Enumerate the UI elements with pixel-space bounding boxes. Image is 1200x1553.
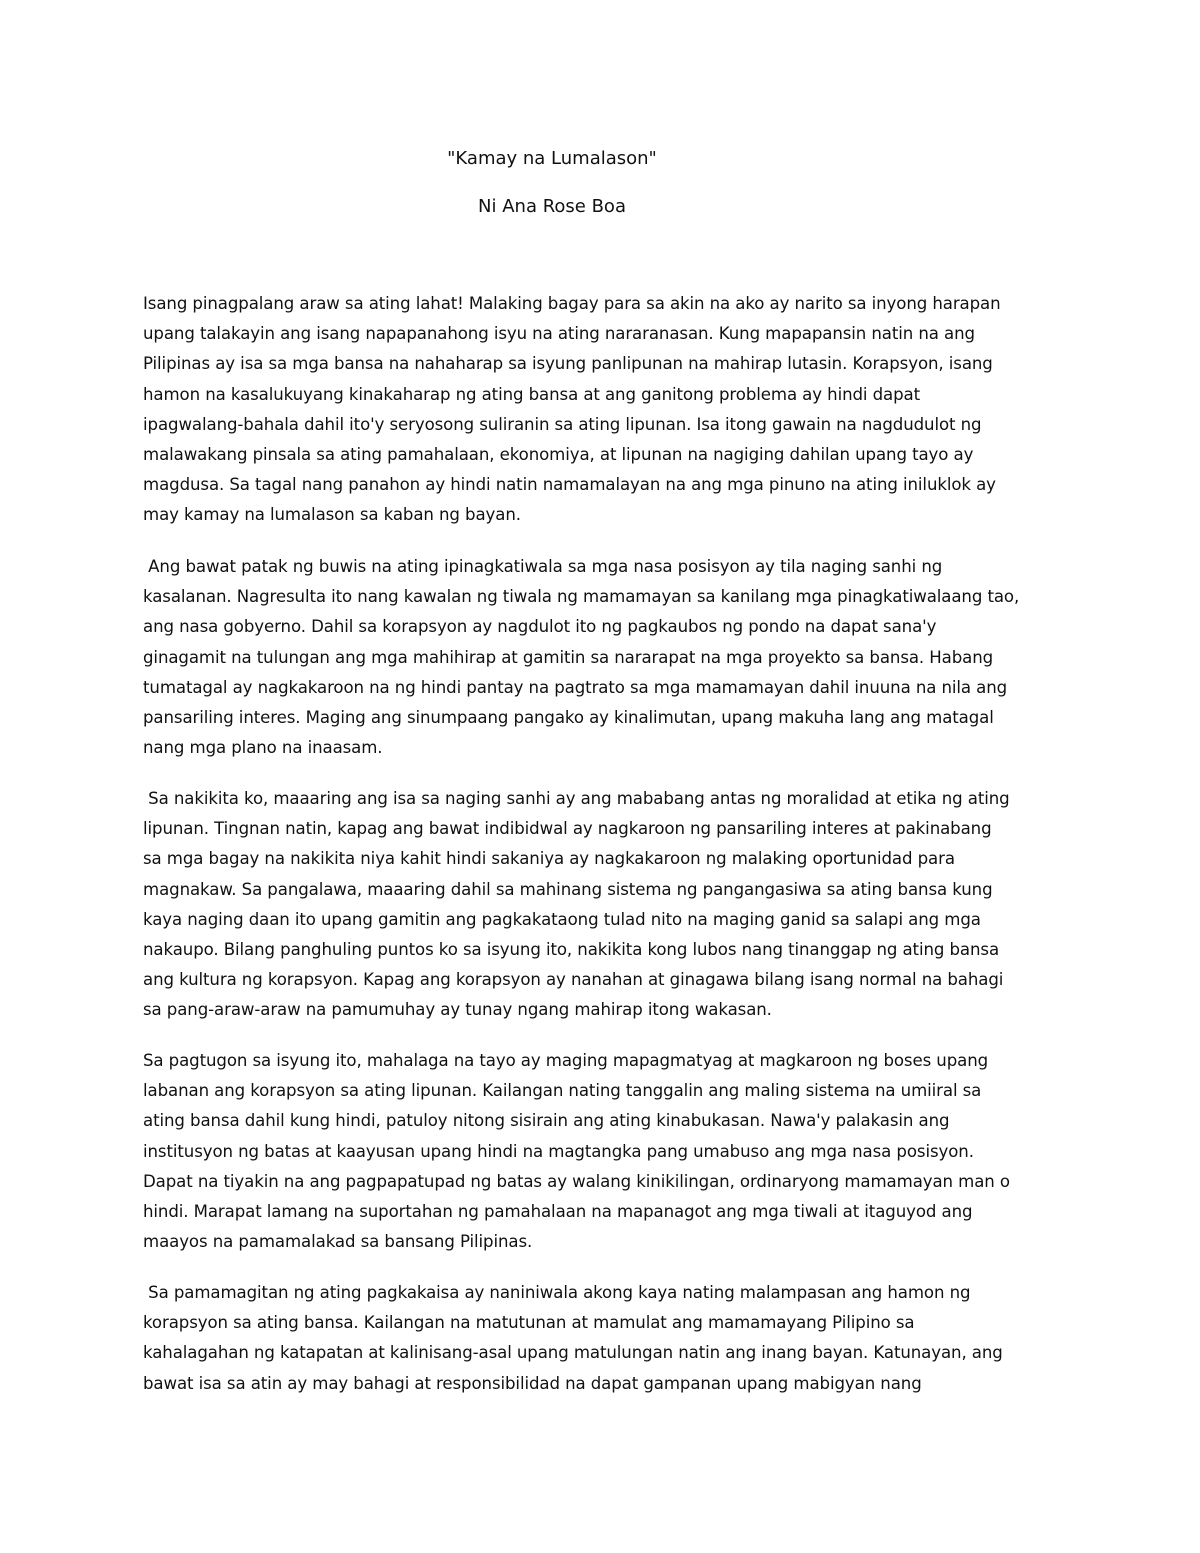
document-author: Ni Ana Rose Boa [478, 196, 626, 217]
text-line: Dapat na tiyakin na ang pagpapatupad ng batas ay walang kinikilingan, ordinaryong mamamayan man o [143, 1171, 1010, 1191]
text-line: hindi. Marapat lamang na suportahan ng pamahalaan na mapanagot ang mga tiwali at itaguyod ang [143, 1201, 973, 1221]
text-line: magdusa. Sa tagal nang panahon ay hindi natin namamalayan na ang mga pinuno na ating iniluklok ay [143, 475, 996, 495]
text-line: hamon na kasalukuyang kinakaharap ng ating bansa at ang ganitong problema ay hindi dapat [143, 384, 921, 404]
text-line: ang kultura ng korapsyon. Kapag ang korapsyon ay nanahan at ginagawa bilang isang normal na bahagi [143, 970, 1004, 990]
paragraph-1 [143, 289, 1073, 531]
text-line: pansariling interes. Maging ang sinumpaang pangako ay kinalimutan, upang makuha lang ang matagal [143, 707, 994, 727]
text-line: malawakang pinsala sa ating pamahalaan, ekonomiya, at lipunan na nagiging dahilan upang tayo ay [143, 444, 974, 464]
text-line: may kamay na lumalason sa kaban ng bayan. [143, 505, 521, 525]
text-line: institusyon ng batas at kaayusan upang hindi na magtangka pang umabuso ang mga nasa posisyon. [143, 1141, 974, 1161]
text-line: Isang pinagpalang araw sa ating lahat! Malaking bagay para sa akin na ako ay narito sa inyong harapan [143, 294, 1001, 313]
text-line: ating bansa dahil kung hindi, patuloy nitong sisirain ang ating kinabukasan. Nawa'y palakasin ang [143, 1111, 950, 1131]
text-line: upang talakayin ang isang napapanahong isyu na ating nararanasan. Kung mapapansin natin na ang [143, 324, 975, 344]
text-line: labanan ang korapsyon sa ating lipunan. Kailangan nating tanggalin ang maling sistema na umiiral sa [143, 1081, 982, 1101]
text-line: ang nasa gobyerno. Dahil sa korapsyon ay nagdulot ito ng pagkaubos ng pondo na dapat sana'y [143, 617, 937, 637]
text-line: Sa nakikita ko, maaaring ang isa sa naging sanhi ay ang mababang antas ng moralidad at etika ng ating [143, 789, 1010, 808]
text-line: ipagwalang-bahala dahil ito'y seryosong suliranin sa ating lipunan. Isa itong gawain na nagdudulot ng [143, 414, 982, 434]
text-line: sa mga bagay na nakikita niya kahit hindi sakaniya ay nagkakaroon ng malaking oportunidad para [143, 849, 955, 869]
text-line: nakaupo. Bilang panghuling puntos ko sa isyung ito, nakikita kong lubos nang tinanggap ng ating bansa [143, 939, 1000, 959]
text-line: bawat isa sa atin ay may bahagi at responsibilidad na dapat gampanan upang mabigyan nang [143, 1373, 922, 1393]
text-line: ginagamit na tulungan ang mga mahihirap at gamitin sa nararapat na mga proyekto sa bansa. Habang [143, 647, 994, 667]
text-line: kaya naging daan ito upang gamitin ang pagkakataong tulad nito na maging ganid sa salapi ang mga [143, 909, 981, 929]
text-line: nang mga plano na inaasam. [143, 738, 383, 758]
text-line: tumatagal ay nagkakaroon na ng hindi pantay na pagtrato sa mga mamamayan dahil inuuna na nila ang [143, 677, 1008, 697]
text-line: maayos na pamamalakad sa bansang Pilipinas. [143, 1232, 533, 1252]
text-line: sa pang-araw-araw na pamumuhay ay tunay ngang mahirap itong wakasan. [143, 1000, 772, 1020]
text-line: Sa pamamagitan ng ating pagkakaisa ay naniniwala akong kaya nating malampasan ang hamon ng [143, 1283, 971, 1302]
paragraph-2 [143, 552, 1073, 763]
paragraph-3 [143, 784, 1073, 1026]
text-line: Pilipinas ay isa sa mga bansa na nahaharap sa isyung panlipunan na mahirap lutasin. Korapsyon, isang [143, 354, 993, 374]
text-line: korapsyon sa ating bansa. Kailangan na matutunan at mamulat ang mamamayang Pilipino sa [143, 1313, 915, 1333]
document-title: "Kamay na Lumalason" [447, 148, 657, 169]
text-line: kasalanan. Nagresulta ito nang kawalan ng tiwala ng mamamayan sa kanilang mga pinagkatiwalaang tao, [143, 587, 1020, 607]
text-line: Sa pagtugon sa isyung ito, mahalaga na tayo ay maging mapagmatyag at magkaroon ng boses upang [143, 1051, 989, 1070]
paragraph-4 [143, 1046, 1073, 1257]
text-line: Ang bawat patak ng buwis na ating ipinagkatiwala sa mga nasa posisyon ay tila naging sanhi ng [143, 557, 943, 576]
text-line: lipunan. Tingnan natin, kapag ang bawat indibidwal ay nagkaroon ng pansariling interes at pakinabang [143, 819, 992, 839]
text-line: magnakaw. Sa pangalawa, maaaring dahil sa mahinang sistema ng pangangasiwa sa ating bansa kung [143, 879, 993, 899]
text-line: kahalagahan ng katapatan at kalinisang-asal upang matulungan natin ang inang bayan. Katunayan, ang [143, 1343, 1003, 1363]
paragraph-5 [143, 1278, 1073, 1399]
